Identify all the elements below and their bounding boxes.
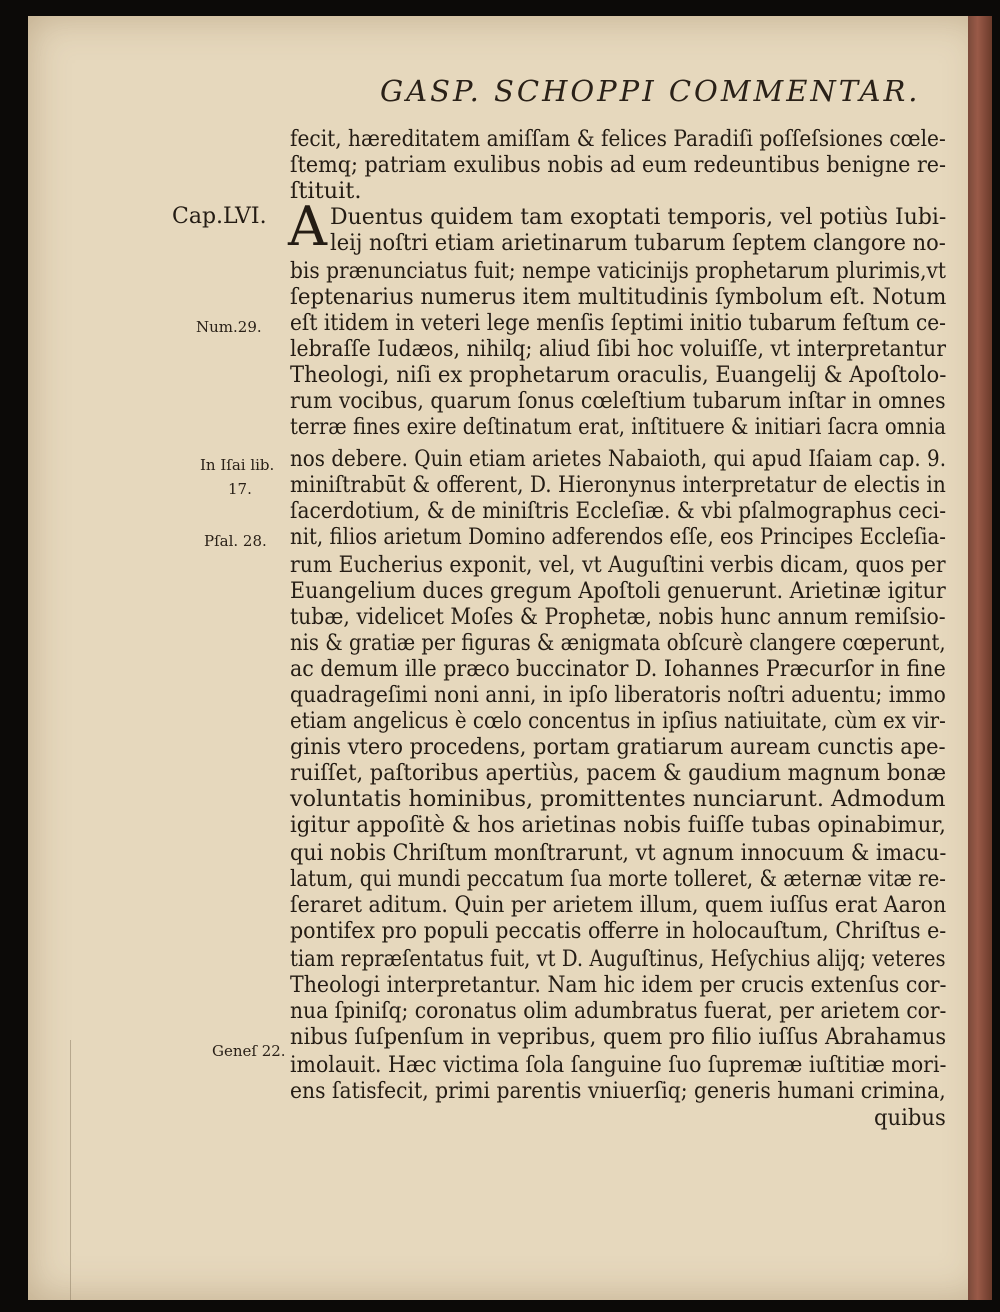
text-line: igitur appoſitè & hos arietinas nobis fuiſſe tubas opinabimur, (290, 812, 946, 838)
text-line: Theologi, niſi ex prophetarum oraculis, Euangelij & Apoſtolo- (290, 362, 947, 388)
text-line: ruiſſet, paſtoribus apertiùs, pacem & gaudium magnum bonæ (290, 760, 947, 786)
text-line: ſeraret aditum. Quin per arietem illum, quem iuſſus erat Aaron (290, 892, 947, 918)
text-line: ens ſatisfecit, primi parentis vniuerſiq; generis humani crimina, (290, 1078, 946, 1104)
chapter-label: Cap.LVI. (172, 204, 267, 229)
text-line: rum vocibus, quarum ſonus cœleſtium tubarum inſtar in omnes (290, 388, 946, 414)
text-line: ſacerdotium, & de miniſtris Eccleſiæ. & vbi pſalmographus ceci- (290, 498, 947, 524)
text-line: nibus ſuſpenſum in vepribus, quem pro filio iuſſus Abrahamus (290, 1024, 947, 1050)
margin-note: Num.29. (196, 318, 262, 336)
text-line: Duentus quidem tam exoptati temporis, vel potiùs Iubi- (330, 204, 947, 230)
text-line: rum Eucherius exponit, vel, vt Auguſtini verbis dicam, quos per (290, 552, 946, 578)
text-line: imolauit. Hæc victima ſola ſanguine ſuo ſupremæ iuſtitiæ mori- (290, 1052, 947, 1078)
text-line: ſeptenarius numerus item multitudinis ſymbolum eſt. Notum (290, 284, 947, 310)
text-line: latum, qui mundi peccatum ſua morte tolleret, & æternæ vitæ re- (290, 866, 946, 892)
margin-note: 17. (228, 480, 252, 498)
text-line: Theologi interpretantur. Nam hic idem per crucis extenſus cor- (290, 972, 947, 998)
text-line: nit, filios arietum Domino adferendos eſſe, eos Principes Eccleſia- (290, 524, 946, 550)
text-line: ſtemq; patriam exulibus nobis ad eum redeuntibus benigne re- (290, 152, 947, 178)
text-line: bis prænunciatus fuit; nempe vaticinijs prophetarum plurimis,vt (290, 258, 947, 284)
text-line: etiam angelicus è cœlo concentus in ipſius natiuitate, cùm ex vir- (290, 708, 946, 734)
text-line: nua ſpiniſq; coronatus olim adumbratus fuerat, per arietem cor- (290, 998, 947, 1024)
text-line: eſt itidem in veteri lege menſis ſeptimi initio tubarum feſtum ce- (290, 310, 946, 336)
text-line: terræ fines exire deſtinatum erat, inſtituere & initiari ſacra omnia (290, 414, 946, 440)
text-line: lebraſſe Iudæos, nihilq; aliud ſibi hoc voluiſſe, vt interpretantur (290, 336, 946, 362)
catchword: quibus (874, 1106, 946, 1131)
margin-note: Pſal. 28. (204, 532, 267, 550)
running-head: GASP. SCHOPPI COMMENTAR. (380, 74, 921, 108)
text-line: ginis vtero procedens, portam gratiarum auream cunctis ape- (290, 734, 946, 760)
page-edge (968, 16, 992, 1300)
margin-note: In Iſai lib. (200, 456, 275, 474)
margin-note: Geneſ 22. (212, 1042, 286, 1060)
text-line: nis & gratiæ per figuras & ænigmata obſcurè clangere cœperunt, (290, 630, 946, 656)
gutter-line (70, 1040, 71, 1300)
text-line: nos debere. Quin etiam arietes Nabaioth, qui apud Iſaiam cap. 9. (290, 446, 947, 472)
text-line: quadrageſimi noni anni, in ipſo liberatoris noſtri aduentu; immo (290, 682, 946, 708)
text-line: miniſtrabūt & offerent, D. Hieronynus interpretatur de electis in (290, 472, 946, 498)
text-line: ac demum ille præco buccinator D. Iohannes Præcurſor in fine (290, 656, 946, 682)
text-line: tubæ, videlicet Moſes & Prophetæ, nobis hunc annum remiſsio- (290, 604, 946, 630)
text-line: ſtituit. (290, 178, 362, 204)
text-line: pontifex pro populi peccatis offerre in holocauſtum, Chriſtus e- (290, 918, 947, 944)
text-line: leij noſtri etiam arietinarum tubarum ſeptem clangore no- (330, 230, 946, 256)
text-line: tiam repræſentatus fuit, vt D. Auguſtinus, Heſychius alijq; veteres (290, 946, 946, 972)
text-line: Euangelium duces gregum Apoſtoli genuerunt. Arietinæ igitur (290, 578, 946, 604)
text-line: fecit, hæreditatem amiſſam & felices Paradiſi poſſeſsiones cœle- (290, 126, 946, 152)
text-line: voluntatis hominibus, promittentes nunciarunt. Admodum (290, 786, 946, 812)
drop-cap: A (288, 195, 327, 258)
text-line: qui nobis Chriſtum monſtrarunt, vt agnum innocuum & imacu- (290, 840, 947, 866)
